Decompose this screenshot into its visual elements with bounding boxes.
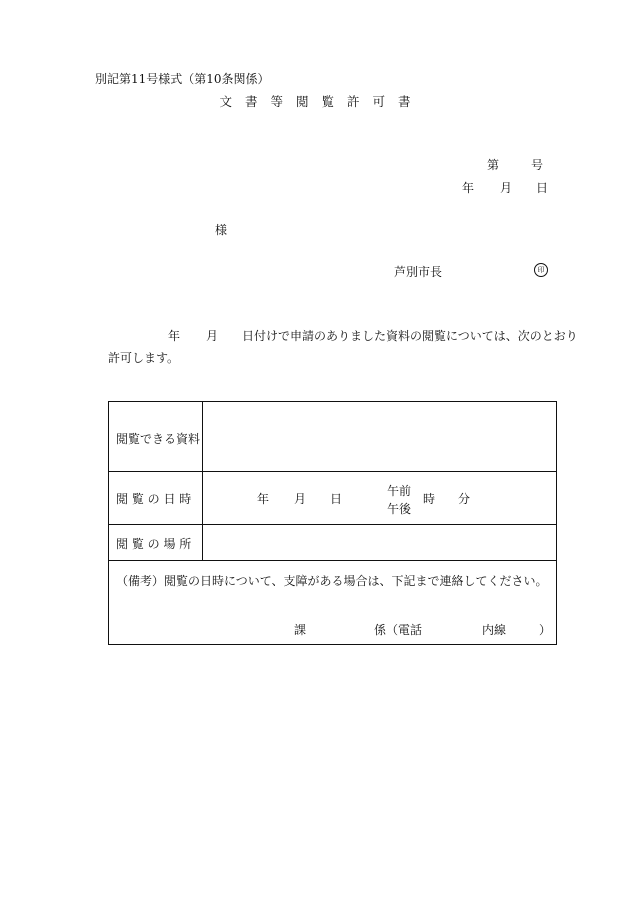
seal-mark: 印 (534, 263, 548, 277)
contact-close: ） (539, 623, 552, 637)
table-rule-1 (109, 471, 556, 472)
addressee-suffix: 様 (215, 223, 228, 237)
remarks-text: （備考）閲覧の日時について、支障がある場合は、下記まで連絡してください。 (116, 574, 548, 588)
body-line-2: 許可します。 (108, 351, 180, 365)
document-number (487, 156, 543, 173)
document-title (0, 92, 630, 110)
issue-date-year: 年 (462, 181, 475, 195)
contact-person: 係（電話 (374, 623, 423, 637)
issue-date-month: 月 (500, 181, 513, 195)
body-line-1 (168, 327, 578, 344)
permit-table (108, 401, 557, 645)
table-rule-3 (109, 560, 556, 561)
contact-extension: 内線 (482, 623, 507, 637)
document-title-text: 文 書 等 閲 覧 許 可 書 (219, 94, 411, 109)
table-label-divider (202, 402, 203, 560)
row-datetime-day: 日 (330, 492, 343, 506)
row-datetime-year: 年 (257, 492, 270, 506)
body-month: 月 (206, 329, 219, 343)
issue-date (462, 179, 548, 196)
contact-section: 課 (294, 623, 307, 637)
row-datetime-pm: 午後 (387, 502, 412, 516)
row-datetime-hour: 時 (423, 492, 436, 506)
table-rule-2 (109, 524, 556, 525)
document-number-prefix: 第 (487, 158, 500, 172)
row-datetime-label: 閲 覧 の 日 時 (116, 492, 192, 506)
body-year: 年 (168, 329, 181, 343)
body-line-1-text: 日付けで申請のありました資料の閲覧については、次のとおり (242, 329, 578, 343)
row-datetime-month: 月 (294, 492, 307, 506)
row-place-label: 閲 覧 の 場 所 (116, 537, 192, 551)
issuer-name: 芦別市長 (394, 265, 443, 279)
row-materials-label: 閲覧できる資料 (116, 432, 201, 446)
row-datetime-am: 午前 (387, 484, 412, 498)
issue-date-day: 日 (536, 181, 549, 195)
document-number-suffix: 号 (531, 158, 544, 172)
row-datetime-minute: 分 (458, 492, 471, 506)
form-label: 別記第11号様式（第10条関係） (95, 72, 270, 86)
